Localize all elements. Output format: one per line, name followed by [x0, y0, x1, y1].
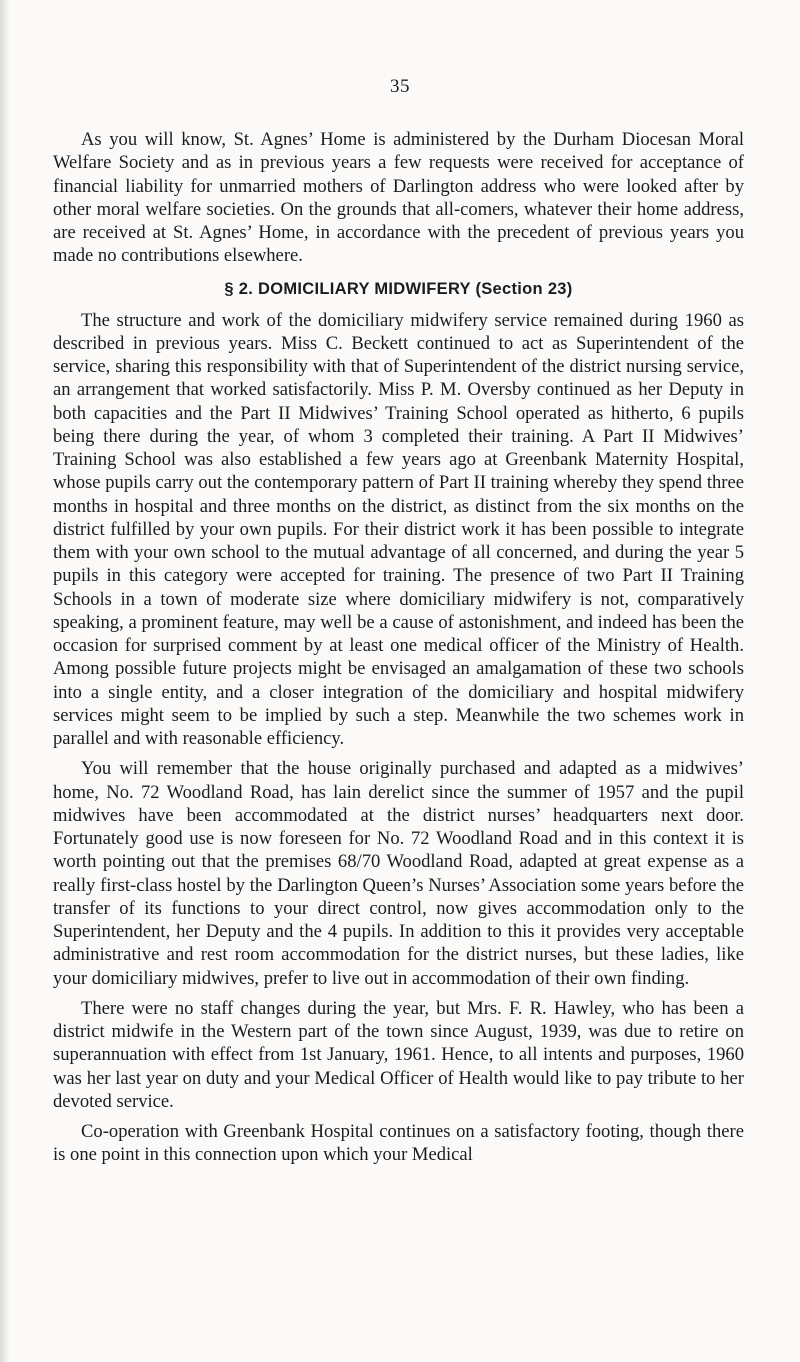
scan-edge-shadow — [0, 0, 10, 1362]
body-text — [53, 128, 744, 1167]
paragraph-woodland-road: You will remember that the house originally purchased and adapted as a midwives’ home, No. 72 Woodland Road, has lain derelict since the summer of 1957 and the pupil midwives have been accommodated at the district nurses’ headquarters next door. Fortunately good use is now foreseen for No. 72 Woodland Road and in this context it is worth pointing out that the premises 68/70 Woodland Road, adapted at great expense as a really first-class hostel by the Darlington Queen’s Nurses’ Association some years before the transfer of its functions to your direct control, now gives accommodation only to the Superintendent, her Deputy and the 4 pupils. In addition to this it provides very acceptable administrative and rest room accommodation for the district nurses, but these ladies, like your domiciliary midwives, prefer to live out in accommodation of their own finding. — [53, 758, 744, 989]
page-number: 35 — [390, 76, 410, 97]
paragraph-midwifery-structure: The structure and work of the domiciliary midwifery service remained during 1960 as described in previous years. Miss C. Beckett continued to act as Superintendent of the service, sharing this responsibility with that of Superintendent of the district nursing service, an arrangement that worked satisfactorily. Miss P. M. Oversby continued as her Deputy in both capacities and the Part II Midwives’ Training School operated as hitherto, 6 pupils being there during the year, of whom 3 completed their training. A Part II Midwives’ Training School was also established a few years ago at Greenbank Maternity Hospital, whose pupils carry out the contemporary pattern of Part II training whereby they spend three months in hospital and three months on the district, as distinct from the six months on the district fulfilled by your own pupils. For their district work it has been possible to integrate them with your own school to the mutual advantage of all concerned, and during the year 5 pupils in this category were accepted for training. The presence of two Part II Training Schools in a town of moderate size where domiciliary midwifery is not, comparatively speaking, a prominent feature, may well be a cause of astonishment, and indeed has been the occasion for surprised comment by at least one medical officer of the Ministry of Health. Among possible future projects might be envisaged an amalgamation of these two schools into a single entity, and a closer integration of the domiciliary and hospital midwifery services might seem to be implied by such a step. Meanwhile the two schemes work in parallel and with reasonable efficiency. — [53, 309, 744, 749]
paragraph-st-agnes-home: As you will know, St. Agnes’ Home is administered by the Durham Diocesan Moral Welfare Society and as in previous years a few requests were received for acceptance of financial liability for unmarried mothers of Darlington address who were looked after by other moral welfare societies. On the grounds that all-comers, whatever their home address, are received at St. Agnes’ Home, in accordance with the precedent of previous years you made no contributions elsewhere. — [53, 129, 744, 267]
section-heading: § 2. DOMICILIARY MIDWIFERY (Section 23) — [224, 279, 573, 298]
paragraph-staff-changes: There were no staff changes during the year, but Mrs. F. R. Hawley, who has been a district midwife in the Western part of the town since August, 1939, was due to retire on superannuation with effect from 1st January, 1961. Hence, to all intents and purposes, 1960 was her last year on duty and your Medical Officer of Health would like to pay tribute to her devoted service. — [53, 997, 744, 1112]
paragraph-greenbank-cooperation: Co-operation with Greenbank Hospital continues on a satisfactory footing, though there is one point in this connection upon which your Medical — [53, 1121, 744, 1166]
